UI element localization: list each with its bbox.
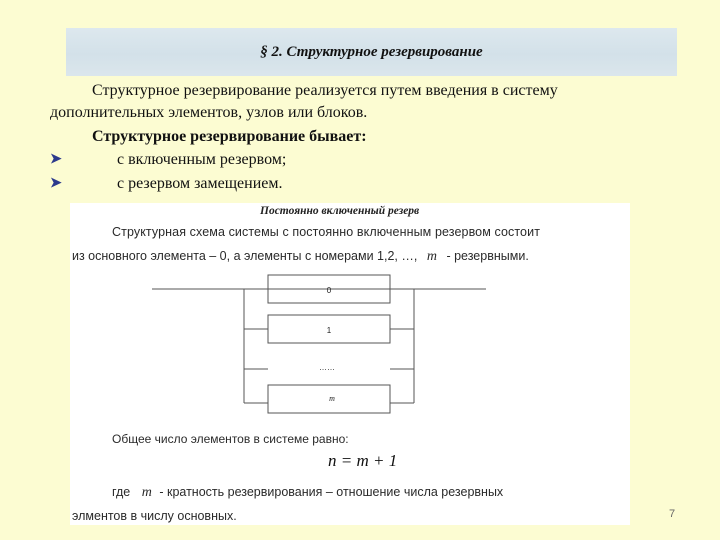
intro-line-1: Структурное резервирование реализуется путем введения в систему [92,82,558,99]
slide-title: § 2. Структурное резервирование [260,43,483,60]
intro-line-2: дополнительных элементов, узлов или блоков. [50,104,368,121]
block-label: m [329,394,335,403]
title-band [66,28,677,76]
total-elements-text: Общее число элементов в системе равно: [112,432,349,446]
slide-number: 7 [669,508,676,520]
parallel-redundancy-diagram [70,203,630,525]
figure-line-2-start: из основного элемента – 0, а элементы с номерами 1,2, …, [72,249,418,263]
last-line: элментов в числу основных. [72,509,237,523]
arrow-bullet-icon: ➤ [50,152,62,167]
formula [328,451,397,471]
where-label: где [112,485,131,499]
figure-line-2-end: - резервными. [446,249,529,263]
formula-text: n = m + 1 [328,451,398,470]
block-label: …… [319,363,335,372]
where-line [112,485,503,501]
bullet-item-1: с включенным резервом; [117,151,287,168]
figure-subtitle: Постоянно включенный резерв [260,205,420,217]
variable-m: m [426,249,437,264]
types-heading: Структурное резервирование бывает: [92,128,367,145]
scanned-figure [70,203,630,525]
where-text: - кратность резервирования – отношение числа резервных [159,485,504,499]
bullet-item-2: с резервом замещением. [117,175,283,192]
variable-m: m [141,485,152,500]
figure-line-1: Структурная схема системы с постоянно включенным резервом состоит [112,225,541,239]
arrow-bullet-icon: ➤ [50,176,62,191]
block-label: 0 [326,286,332,295]
block-label: 1 [326,326,332,335]
